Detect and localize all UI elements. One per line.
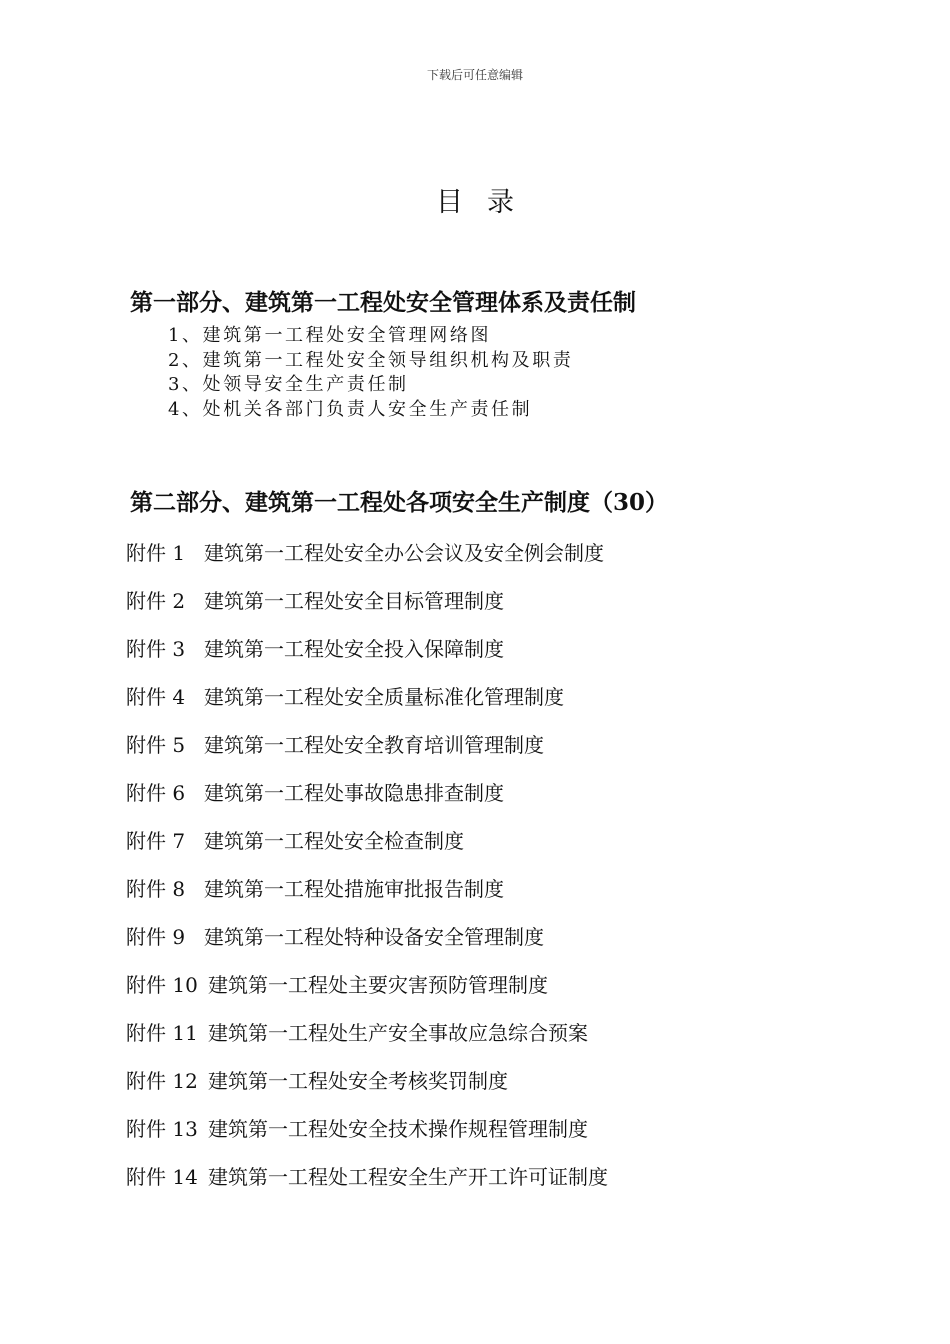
attachment-number: 附件 9 (126, 925, 186, 949)
attachment-item (126, 679, 608, 727)
attachment-title: 建筑第一工程处生产安全事故应急综合预案 (208, 1021, 588, 1045)
attachment-number: 附件 3 (126, 637, 186, 661)
attachment-number: 附件 8 (126, 877, 186, 901)
attachment-number: 附件 1 (126, 541, 186, 565)
attachment-item (126, 967, 608, 1015)
attachment-title: 建筑第一工程处事故隐患排查制度 (204, 781, 504, 805)
attachment-item (126, 727, 608, 775)
attachment-item (126, 1063, 608, 1111)
document-title: 目录 (436, 187, 538, 218)
part1-item: 1、建筑第一工程处安全管理网络图 (168, 325, 492, 346)
attachment-title: 建筑第一工程处安全检查制度 (204, 829, 464, 853)
part1-heading: 第一部分、建筑第一工程处安全管理体系及责任制 (130, 289, 636, 316)
part1-item-list (168, 324, 573, 422)
attachment-item (126, 871, 608, 919)
attachment-item (126, 1111, 608, 1159)
attachment-title: 建筑第一工程处安全技术操作规程管理制度 (208, 1117, 588, 1141)
attachment-item (126, 631, 608, 679)
attachment-item (126, 919, 608, 967)
attachment-number: 附件 14 (126, 1165, 198, 1189)
attachment-number: 附件 6 (126, 781, 186, 805)
attachment-title: 建筑第一工程处特种设备安全管理制度 (204, 925, 544, 949)
attachment-number: 附件 7 (126, 829, 186, 853)
attachment-title: 建筑第一工程处安全办公会议及安全例会制度 (204, 541, 604, 565)
header-note: 下载后可任意编辑 (426, 68, 523, 82)
attachment-number: 附件 13 (126, 1117, 198, 1141)
attachment-number: 附件 5 (126, 733, 186, 757)
attachment-title: 建筑第一工程处措施审批报告制度 (204, 877, 504, 901)
attachment-number: 附件 12 (126, 1069, 198, 1093)
attachment-item (126, 535, 608, 583)
attachment-number: 附件 4 (126, 685, 186, 709)
attachment-item (126, 775, 608, 823)
attachment-number: 附件 10 (126, 973, 198, 997)
attachment-title: 建筑第一工程处安全考核奖罚制度 (208, 1069, 508, 1093)
attachment-title: 建筑第一工程处主要灾害预防管理制度 (208, 973, 548, 997)
attachment-number: 附件 2 (126, 589, 186, 613)
attachment-item (126, 1159, 608, 1207)
attachment-title: 建筑第一工程处安全目标管理制度 (204, 589, 504, 613)
attachment-title: 建筑第一工程处工程安全生产开工许可证制度 (208, 1165, 608, 1189)
attachment-item (126, 1015, 608, 1063)
attachment-title: 建筑第一工程处安全教育培训管理制度 (204, 733, 544, 757)
part1-item: 2、建筑第一工程处安全领导组织机构及职责 (168, 349, 574, 371)
part1-item: 4、处机关各部门负责人安全生产责任制 (168, 398, 533, 420)
part2-heading: 第二部分、建筑第一工程处各项安全生产制度（30） (130, 489, 669, 516)
attachment-item (126, 583, 608, 631)
attachment-item (126, 823, 608, 871)
attachment-title: 建筑第一工程处安全投入保障制度 (204, 637, 504, 661)
attachment-list (126, 535, 608, 1207)
attachment-title: 建筑第一工程处安全质量标准化管理制度 (204, 685, 564, 709)
part1-item: 3、处领导安全生产责任制 (168, 374, 409, 395)
attachment-number: 附件 11 (126, 1021, 198, 1045)
